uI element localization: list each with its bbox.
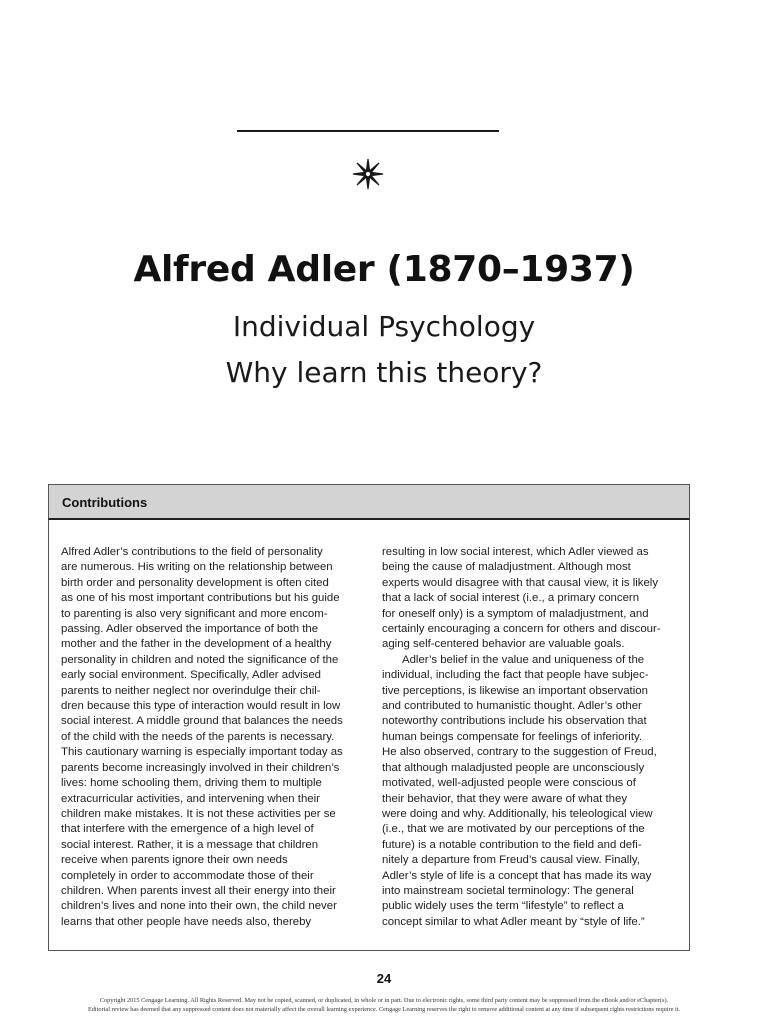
text-line: concept similar to what Adler meant by “style of life.”: [382, 915, 645, 928]
text-line: extracurricular activities, and intervening when their: [61, 792, 320, 805]
text-line: that although maladjusted people are unconsciously: [382, 761, 645, 774]
text-line: nitely a departure from Freud’s causal view. Finally,: [382, 854, 640, 867]
text-line: for oneself only) is a symptom of maladjustment, and: [382, 607, 649, 620]
text-line: Alfred Adler’s contributions to the field of personality: [61, 546, 323, 558]
text-line: (i.e., that we are motivated by our perceptions of the: [382, 823, 645, 836]
paragraph-start-line: Adler’s belief in the value and uniqueness of the: [402, 653, 645, 666]
text-line: that a lack of social interest (i.e., a primary concern: [382, 592, 640, 605]
text-line: motivated, well-adjusted people were conscious of: [382, 777, 636, 790]
text-line: social interest. A middle ground that balances the needs: [61, 715, 343, 728]
chapter-title: Alfred Adler (1870–1937): [133, 249, 635, 290]
contributions-left-column: [61, 545, 361, 930]
text-line: that interfere with the emergence of a high level of: [61, 823, 314, 836]
text-line: This cautionary warning is especially important today as: [61, 746, 343, 759]
copyright-notice: Copyright 2015 Cengage Learning. All Rights Reserved. May not be copied, scanned, or duplicated, in whole or in part. Due to electronic rights, some third party content may be suppressed from the eBook and/or eChapter(s).: [99, 997, 669, 1004]
text-line: children. When parents invest all their energy into their: [61, 884, 336, 897]
text-line: noteworthy contributions include his observation that: [382, 715, 647, 728]
top-rule-divider: [237, 130, 499, 132]
text-line: are numerous. His writing on the relationship between: [61, 561, 333, 574]
text-line: were doing and why. Additionally, his teleological view: [382, 807, 653, 820]
text-line: social interest. Rather, it is a message that children: [61, 838, 319, 851]
text-line: He also observed, contrary to the suggestion of Freud,: [382, 746, 657, 759]
contributions-heading: Contributions: [62, 495, 148, 510]
text-line: children’s lives and none into their own, the child never: [61, 900, 337, 913]
chapter-question: Why learn this theory?: [225, 356, 543, 389]
contributions-box-header: [48, 484, 690, 520]
text-line: children make mistakes. It is not these activities per se: [61, 807, 336, 820]
text-line: learns that other people have needs also, thereby: [61, 915, 312, 928]
text-line: parents become increasingly involved in their children’s: [61, 761, 340, 774]
text-line: completely in order to accommodate those of their: [61, 869, 314, 882]
text-line: their behavior, that they were aware of what they: [382, 792, 628, 805]
text-line: being the cause of maladjustment. Although most: [382, 561, 631, 574]
text-line: dren because this type of interaction would result in low: [61, 700, 341, 713]
text-line: future) is a notable contribution to the field and defi-: [382, 838, 642, 851]
text-line: personality in children and noted the significance of the: [61, 653, 339, 666]
text-line: to parenting is also very significant and more encom-: [61, 607, 328, 620]
chapter-subtitle: Individual Psychology: [232, 310, 536, 343]
text-line: birth order and personality development is often cited: [61, 576, 329, 589]
eight-point-star-icon: [352, 158, 384, 190]
text-line: public widely uses the term “lifestyle” to reflect a: [382, 900, 624, 913]
text-line: of the child with the needs of the parents is necessary.: [61, 730, 335, 743]
text-line: as one of his most important contributions but his guide: [61, 592, 340, 605]
page-number: 24: [376, 971, 392, 986]
text-line: aging self-centered behavior are valuable goals.: [382, 638, 625, 651]
copyright-notice: Editorial review has deemed that any suppressed content does not materially affect the overall learning experience. Cengage Learning reserves the right to remove additional content at any time if subsequent rights restrictions require it.: [87, 1006, 681, 1013]
text-line: human beings compensate for feelings of inferiority.: [382, 730, 643, 743]
text-line: experts would disagree with that causal view, it is likely: [382, 576, 659, 589]
contributions-right-column: [382, 545, 682, 930]
text-line: certainly encouraging a concern for others and discour-: [382, 623, 661, 636]
text-line: mother and the father in the development of a healthy: [61, 638, 332, 651]
text-line: parents to neither neglect nor overindulge their chil-: [61, 684, 321, 697]
text-line: into mainstream societal terminology: The general: [382, 884, 634, 897]
text-line: early social environment. Specifically, Adler advised: [61, 669, 321, 682]
text-line: resulting in low social interest, which Adler viewed as: [382, 546, 649, 558]
text-line: passing. Adler observed the importance of both the: [61, 623, 319, 636]
text-line: lives: home schooling them, driving them to multiple: [61, 777, 322, 790]
text-line: individual, including the fact that people have subjec-: [382, 669, 649, 682]
text-line: tive perceptions, is likewise an important observation: [382, 684, 648, 697]
text-line: Adler’s style of life is a concept that has made its way: [382, 869, 652, 882]
text-line: receive when parents ignore their own needs: [61, 854, 288, 867]
text-line: and contributed to humanistic thought. Adler’s other: [382, 700, 642, 713]
